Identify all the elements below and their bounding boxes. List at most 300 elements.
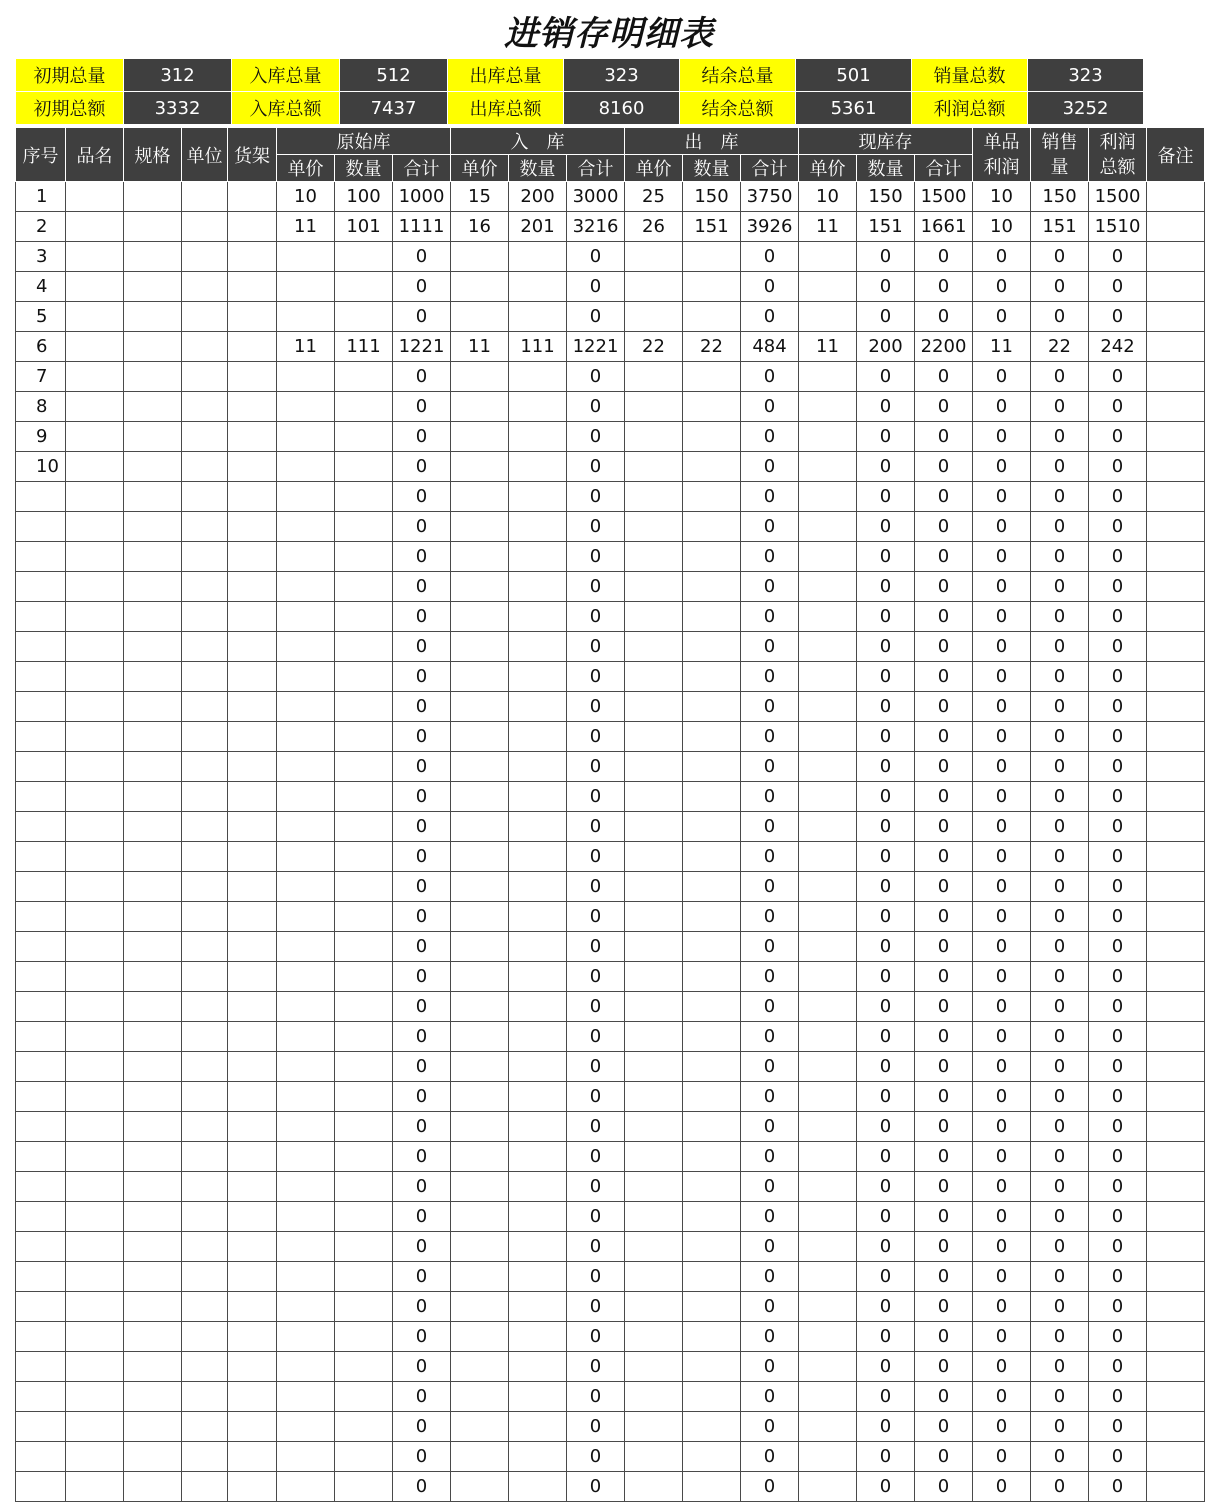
table-cell[interactable] (509, 512, 567, 542)
table-cell[interactable] (228, 1472, 277, 1502)
table-cell[interactable] (16, 512, 66, 542)
table-cell[interactable]: 0 (915, 1172, 973, 1202)
table-cell[interactable]: 0 (973, 392, 1031, 422)
table-cell[interactable] (1147, 992, 1205, 1022)
table-cell[interactable]: 0 (1089, 602, 1147, 632)
table-cell[interactable] (16, 1232, 66, 1262)
table-cell[interactable] (1147, 1052, 1205, 1082)
table-cell[interactable]: 3750 (741, 182, 799, 212)
table-cell[interactable]: 0 (1031, 1112, 1089, 1142)
table-cell[interactable] (182, 992, 228, 1022)
table-cell[interactable] (277, 1412, 335, 1442)
table-cell[interactable] (625, 602, 683, 632)
table-cell[interactable] (16, 992, 66, 1022)
table-cell[interactable] (1147, 1382, 1205, 1412)
table-cell[interactable]: 0 (973, 662, 1031, 692)
table-cell[interactable]: 0 (567, 632, 625, 662)
table-cell[interactable]: 101 (335, 212, 393, 242)
table-cell[interactable]: 0 (741, 1052, 799, 1082)
table-cell[interactable]: 0 (915, 1322, 973, 1352)
table-cell[interactable] (799, 962, 857, 992)
table-cell[interactable]: 0 (567, 992, 625, 1022)
table-cell[interactable]: 11 (451, 332, 509, 362)
table-cell[interactable]: 0 (973, 1442, 1031, 1472)
table-cell[interactable]: 0 (741, 272, 799, 302)
table-cell[interactable] (228, 542, 277, 572)
table-cell[interactable] (683, 1172, 741, 1202)
table-cell[interactable]: 0 (973, 1292, 1031, 1322)
table-cell[interactable]: 0 (1089, 962, 1147, 992)
table-cell[interactable]: 0 (915, 992, 973, 1022)
table-cell[interactable] (16, 1052, 66, 1082)
table-cell[interactable]: 0 (567, 1442, 625, 1472)
table-cell[interactable]: 151 (1031, 212, 1089, 242)
table-cell[interactable] (625, 782, 683, 812)
table-cell[interactable]: 0 (393, 872, 451, 902)
table-cell[interactable] (335, 1292, 393, 1322)
table-cell[interactable] (182, 1202, 228, 1232)
table-cell[interactable] (683, 902, 741, 932)
table-cell[interactable]: 0 (1089, 782, 1147, 812)
table-cell[interactable] (335, 542, 393, 572)
table-cell[interactable] (66, 1292, 124, 1322)
table-cell[interactable] (277, 1172, 335, 1202)
table-cell[interactable] (625, 362, 683, 392)
table-cell[interactable] (277, 1202, 335, 1232)
table-cell[interactable] (66, 1322, 124, 1352)
table-cell[interactable]: 0 (857, 1202, 915, 1232)
table-cell[interactable] (683, 962, 741, 992)
table-cell[interactable] (228, 662, 277, 692)
table-cell[interactable] (66, 872, 124, 902)
table-cell[interactable] (625, 1112, 683, 1142)
table-cell[interactable]: 26 (625, 212, 683, 242)
table-cell[interactable]: 0 (915, 722, 973, 752)
table-cell[interactable]: 0 (1031, 752, 1089, 782)
table-cell[interactable]: 2200 (915, 332, 973, 362)
table-cell[interactable] (335, 1442, 393, 1472)
table-cell[interactable]: 0 (857, 362, 915, 392)
table-cell[interactable] (66, 722, 124, 752)
table-cell[interactable] (124, 722, 182, 752)
table-cell[interactable] (1147, 212, 1205, 242)
table-cell[interactable]: 0 (973, 512, 1031, 542)
table-cell[interactable]: 0 (915, 1082, 973, 1112)
table-cell[interactable] (799, 482, 857, 512)
table-cell[interactable] (16, 1022, 66, 1052)
table-cell[interactable] (124, 842, 182, 872)
table-cell[interactable]: 0 (1031, 302, 1089, 332)
table-cell[interactable] (625, 842, 683, 872)
table-cell[interactable]: 0 (567, 1082, 625, 1112)
table-cell[interactable]: 0 (741, 1232, 799, 1262)
table-cell[interactable]: 0 (1031, 242, 1089, 272)
table-cell[interactable]: 0 (1031, 632, 1089, 662)
table-cell[interactable] (182, 632, 228, 662)
table-cell[interactable] (625, 1082, 683, 1112)
table-cell[interactable] (625, 1382, 683, 1412)
table-cell[interactable]: 0 (741, 1202, 799, 1232)
table-cell[interactable] (16, 902, 66, 932)
table-cell[interactable]: 11 (277, 212, 335, 242)
table-cell[interactable]: 0 (393, 662, 451, 692)
table-cell[interactable] (1147, 1322, 1205, 1352)
table-cell[interactable]: 0 (741, 722, 799, 752)
table-cell[interactable]: 0 (1089, 452, 1147, 482)
table-cell[interactable]: 0 (1031, 1022, 1089, 1052)
table-cell[interactable] (625, 1292, 683, 1322)
table-cell[interactable]: 0 (393, 1202, 451, 1232)
table-cell[interactable] (799, 1112, 857, 1142)
table-cell[interactable]: 0 (567, 572, 625, 602)
table-cell[interactable] (1147, 1142, 1205, 1172)
table-cell[interactable] (1147, 1082, 1205, 1112)
table-cell[interactable] (66, 272, 124, 302)
table-cell[interactable] (124, 1022, 182, 1052)
table-cell[interactable] (683, 872, 741, 902)
table-cell[interactable] (1147, 272, 1205, 302)
table-cell[interactable] (799, 362, 857, 392)
table-cell[interactable] (509, 1232, 567, 1262)
table-cell[interactable]: 0 (915, 662, 973, 692)
table-cell[interactable]: 0 (973, 542, 1031, 572)
table-cell[interactable] (16, 1082, 66, 1112)
table-cell[interactable] (451, 1052, 509, 1082)
table-cell[interactable] (683, 542, 741, 572)
table-cell[interactable]: 10 (799, 182, 857, 212)
table-cell[interactable] (799, 422, 857, 452)
table-cell[interactable]: 0 (1031, 902, 1089, 932)
table-cell[interactable] (683, 602, 741, 632)
table-cell[interactable]: 0 (567, 902, 625, 932)
table-cell[interactable] (625, 1022, 683, 1052)
table-cell[interactable] (1147, 422, 1205, 452)
table-cell[interactable] (509, 722, 567, 752)
table-cell[interactable] (509, 992, 567, 1022)
table-cell[interactable] (335, 1172, 393, 1202)
table-cell[interactable] (451, 752, 509, 782)
table-cell[interactable] (182, 902, 228, 932)
table-cell[interactable]: 0 (393, 452, 451, 482)
table-cell[interactable] (124, 1442, 182, 1472)
table-cell[interactable]: 0 (1089, 1052, 1147, 1082)
table-cell[interactable]: 0 (741, 482, 799, 512)
table-cell[interactable]: 100 (335, 182, 393, 212)
table-cell[interactable]: 3926 (741, 212, 799, 242)
table-cell[interactable]: 150 (857, 182, 915, 212)
table-cell[interactable] (509, 242, 567, 272)
table-cell[interactable] (66, 1052, 124, 1082)
table-cell[interactable] (683, 722, 741, 752)
table-cell[interactable] (228, 1232, 277, 1262)
table-cell[interactable]: 3 (16, 242, 66, 272)
table-cell[interactable]: 0 (567, 1022, 625, 1052)
table-cell[interactable] (228, 1442, 277, 1472)
table-cell[interactable] (509, 1262, 567, 1292)
table-cell[interactable] (66, 602, 124, 632)
table-cell[interactable]: 0 (393, 1472, 451, 1502)
table-cell[interactable]: 0 (741, 602, 799, 632)
table-cell[interactable] (451, 902, 509, 932)
table-cell[interactable] (1147, 752, 1205, 782)
table-cell[interactable]: 10 (277, 182, 335, 212)
table-cell[interactable]: 11 (277, 332, 335, 362)
table-cell[interactable] (1147, 1262, 1205, 1292)
table-cell[interactable] (451, 842, 509, 872)
table-cell[interactable] (66, 392, 124, 422)
table-cell[interactable] (799, 1352, 857, 1382)
table-cell[interactable]: 0 (1031, 782, 1089, 812)
table-cell[interactable] (451, 932, 509, 962)
table-cell[interactable]: 0 (1031, 1082, 1089, 1112)
table-cell[interactable] (124, 962, 182, 992)
table-cell[interactable]: 0 (393, 422, 451, 452)
table-cell[interactable]: 0 (1031, 1052, 1089, 1082)
table-cell[interactable]: 0 (1031, 392, 1089, 422)
table-cell[interactable] (277, 752, 335, 782)
table-cell[interactable] (16, 1142, 66, 1172)
table-cell[interactable] (182, 1232, 228, 1262)
table-cell[interactable] (683, 1322, 741, 1352)
table-cell[interactable] (799, 722, 857, 752)
table-cell[interactable] (509, 752, 567, 782)
table-cell[interactable]: 0 (567, 872, 625, 902)
table-cell[interactable]: 0 (393, 902, 451, 932)
table-cell[interactable] (228, 452, 277, 482)
table-cell[interactable]: 0 (857, 392, 915, 422)
table-cell[interactable] (1147, 662, 1205, 692)
table-cell[interactable] (124, 872, 182, 902)
table-cell[interactable]: 0 (741, 1142, 799, 1172)
table-cell[interactable] (683, 842, 741, 872)
table-cell[interactable] (182, 572, 228, 602)
table-cell[interactable] (683, 422, 741, 452)
table-cell[interactable] (124, 1142, 182, 1172)
table-cell[interactable]: 0 (973, 242, 1031, 272)
table-cell[interactable] (277, 1232, 335, 1262)
table-cell[interactable] (66, 1112, 124, 1142)
table-cell[interactable]: 0 (1089, 1292, 1147, 1322)
table-cell[interactable] (228, 692, 277, 722)
table-cell[interactable] (124, 182, 182, 212)
table-cell[interactable]: 22 (625, 332, 683, 362)
table-cell[interactable]: 0 (973, 902, 1031, 932)
table-cell[interactable] (66, 572, 124, 602)
table-cell[interactable] (16, 1322, 66, 1352)
table-cell[interactable] (451, 512, 509, 542)
table-cell[interactable] (16, 1262, 66, 1292)
table-cell[interactable]: 0 (1031, 362, 1089, 392)
table-cell[interactable] (625, 1172, 683, 1202)
table-cell[interactable]: 15 (451, 182, 509, 212)
table-cell[interactable] (451, 452, 509, 482)
table-cell[interactable]: 0 (741, 1412, 799, 1442)
table-cell[interactable]: 0 (915, 1112, 973, 1142)
table-cell[interactable] (451, 422, 509, 452)
table-cell[interactable]: 0 (567, 422, 625, 452)
table-cell[interactable] (16, 1442, 66, 1472)
table-cell[interactable]: 0 (1089, 392, 1147, 422)
table-cell[interactable] (335, 902, 393, 932)
table-cell[interactable]: 0 (567, 1232, 625, 1262)
table-cell[interactable]: 0 (1031, 1442, 1089, 1472)
table-cell[interactable] (228, 572, 277, 602)
table-cell[interactable] (124, 542, 182, 572)
table-cell[interactable] (625, 1472, 683, 1502)
table-cell[interactable] (228, 1082, 277, 1112)
table-cell[interactable] (683, 572, 741, 602)
table-cell[interactable] (1147, 482, 1205, 512)
table-cell[interactable] (683, 242, 741, 272)
table-cell[interactable] (16, 962, 66, 992)
table-cell[interactable] (16, 1412, 66, 1442)
table-cell[interactable] (335, 1352, 393, 1382)
table-cell[interactable] (625, 722, 683, 752)
table-cell[interactable] (335, 692, 393, 722)
table-cell[interactable] (228, 1112, 277, 1142)
table-cell[interactable] (335, 572, 393, 602)
table-cell[interactable] (66, 782, 124, 812)
table-cell[interactable] (66, 332, 124, 362)
table-cell[interactable]: 484 (741, 332, 799, 362)
table-cell[interactable] (228, 1412, 277, 1442)
table-cell[interactable]: 0 (915, 362, 973, 392)
table-cell[interactable] (66, 1142, 124, 1172)
table-cell[interactable] (799, 1412, 857, 1442)
table-cell[interactable] (124, 332, 182, 362)
table-cell[interactable]: 0 (1089, 1352, 1147, 1382)
table-cell[interactable]: 0 (741, 1352, 799, 1382)
table-cell[interactable]: 0 (393, 482, 451, 512)
table-cell[interactable] (277, 692, 335, 722)
table-cell[interactable] (66, 1382, 124, 1412)
table-cell[interactable]: 0 (567, 1292, 625, 1322)
table-cell[interactable] (509, 692, 567, 722)
table-cell[interactable]: 0 (857, 1442, 915, 1472)
table-cell[interactable]: 0 (915, 632, 973, 662)
table-cell[interactable]: 0 (915, 962, 973, 992)
table-cell[interactable] (16, 692, 66, 722)
table-cell[interactable] (799, 1052, 857, 1082)
table-cell[interactable] (799, 692, 857, 722)
table-cell[interactable]: 0 (857, 692, 915, 722)
table-cell[interactable] (66, 182, 124, 212)
table-cell[interactable] (124, 632, 182, 662)
table-cell[interactable]: 0 (1031, 1322, 1089, 1352)
table-cell[interactable] (509, 1352, 567, 1382)
table-cell[interactable] (509, 1142, 567, 1172)
table-cell[interactable] (228, 722, 277, 752)
table-cell[interactable]: 0 (915, 1472, 973, 1502)
table-cell[interactable] (124, 782, 182, 812)
table-cell[interactable] (277, 1022, 335, 1052)
table-cell[interactable]: 0 (567, 302, 625, 332)
table-cell[interactable]: 0 (393, 602, 451, 632)
table-cell[interactable] (799, 902, 857, 932)
table-cell[interactable]: 0 (567, 362, 625, 392)
table-cell[interactable]: 0 (741, 992, 799, 1022)
table-cell[interactable] (182, 1412, 228, 1442)
table-cell[interactable] (509, 1442, 567, 1472)
table-cell[interactable]: 0 (1089, 272, 1147, 302)
table-cell[interactable] (182, 1442, 228, 1472)
table-cell[interactable] (335, 1112, 393, 1142)
table-cell[interactable] (228, 962, 277, 992)
table-cell[interactable]: 0 (1031, 962, 1089, 992)
table-cell[interactable]: 0 (741, 512, 799, 542)
table-cell[interactable] (683, 1262, 741, 1292)
table-cell[interactable]: 0 (567, 1412, 625, 1442)
table-cell[interactable]: 0 (1031, 872, 1089, 902)
table-cell[interactable] (66, 752, 124, 782)
table-cell[interactable]: 0 (1089, 812, 1147, 842)
table-cell[interactable] (1147, 962, 1205, 992)
table-cell[interactable]: 0 (915, 1382, 973, 1412)
table-cell[interactable]: 0 (973, 572, 1031, 602)
table-cell[interactable] (451, 632, 509, 662)
table-cell[interactable] (451, 1352, 509, 1382)
table-cell[interactable]: 11 (973, 332, 1031, 362)
table-cell[interactable]: 0 (741, 842, 799, 872)
table-cell[interactable] (335, 482, 393, 512)
table-cell[interactable]: 0 (567, 1322, 625, 1352)
table-cell[interactable] (799, 662, 857, 692)
table-cell[interactable]: 0 (857, 992, 915, 1022)
table-cell[interactable]: 0 (393, 1022, 451, 1052)
table-cell[interactable] (1147, 1112, 1205, 1142)
table-cell[interactable]: 0 (1089, 302, 1147, 332)
table-cell[interactable] (335, 1382, 393, 1412)
table-cell[interactable] (124, 422, 182, 452)
table-cell[interactable] (228, 842, 277, 872)
table-cell[interactable] (683, 362, 741, 392)
table-cell[interactable] (277, 392, 335, 422)
table-cell[interactable] (799, 842, 857, 872)
table-cell[interactable] (277, 662, 335, 692)
table-cell[interactable]: 0 (393, 1412, 451, 1442)
table-cell[interactable] (124, 1262, 182, 1292)
table-cell[interactable] (335, 602, 393, 632)
table-cell[interactable]: 0 (857, 1082, 915, 1112)
table-cell[interactable] (228, 1292, 277, 1322)
table-cell[interactable]: 0 (1089, 362, 1147, 392)
table-cell[interactable]: 1500 (1089, 182, 1147, 212)
table-cell[interactable]: 0 (1089, 1472, 1147, 1502)
table-cell[interactable] (124, 662, 182, 692)
table-cell[interactable] (182, 332, 228, 362)
table-cell[interactable] (66, 542, 124, 572)
table-cell[interactable]: 0 (1031, 1472, 1089, 1502)
table-cell[interactable] (228, 392, 277, 422)
table-cell[interactable]: 0 (1031, 1142, 1089, 1172)
table-cell[interactable]: 0 (1089, 242, 1147, 272)
table-cell[interactable] (1147, 1412, 1205, 1442)
table-cell[interactable]: 0 (1031, 932, 1089, 962)
table-cell[interactable] (625, 242, 683, 272)
table-cell[interactable] (1147, 452, 1205, 482)
table-cell[interactable] (16, 782, 66, 812)
table-cell[interactable]: 0 (857, 722, 915, 752)
table-cell[interactable] (1147, 902, 1205, 932)
table-cell[interactable] (1147, 242, 1205, 272)
table-cell[interactable]: 0 (393, 932, 451, 962)
table-cell[interactable]: 0 (393, 272, 451, 302)
table-cell[interactable] (1147, 692, 1205, 722)
table-cell[interactable]: 16 (451, 212, 509, 242)
table-cell[interactable]: 0 (973, 1202, 1031, 1232)
table-cell[interactable] (228, 422, 277, 452)
table-cell[interactable]: 0 (915, 542, 973, 572)
